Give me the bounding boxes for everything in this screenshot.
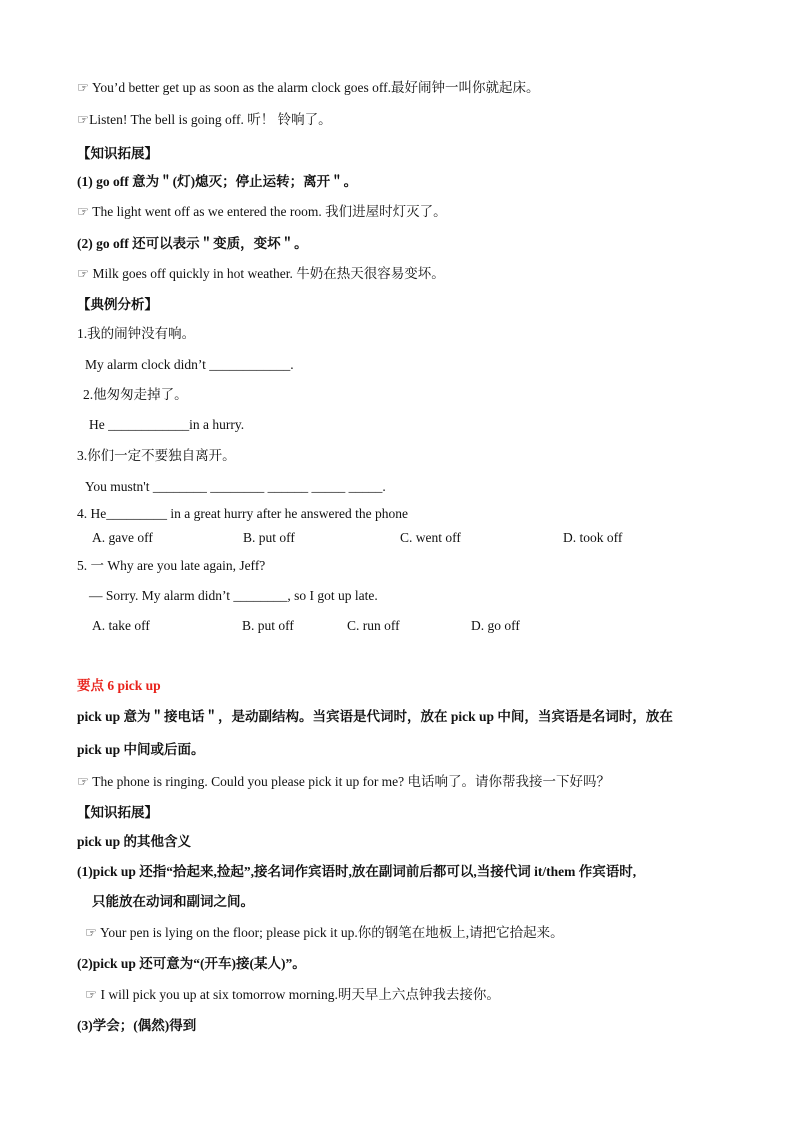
definition-text: pick up 意为＂接电话＂，是动副结构。当宾语是代词时，放在 pick up 中间，当宾语是名词时，放在 xyxy=(77,709,673,724)
question-blank: He ____________in a hurry. xyxy=(89,417,245,432)
example-sentence: ☞ The light went off as we entered the room. 我们进屋时灯灭了。 xyxy=(77,204,447,219)
example-sentence: ☞Listen! The bell is going off. 听！ 铃响了。 xyxy=(77,112,332,127)
point-heading: pick up 的其他含义 xyxy=(77,834,192,849)
point-heading: 只能放在动词和副词之间。 xyxy=(92,894,254,909)
option-c: C. went off xyxy=(400,530,461,545)
question-blank: You mustn't ________ ________ ______ _____ _____. xyxy=(85,479,386,494)
option-b: B. put off xyxy=(242,618,294,633)
option-b: B. put off xyxy=(243,530,295,545)
example-sentence: ☞ Milk goes off quickly in hot weather. 牛奶在热天很容易变坏。 xyxy=(77,266,445,281)
section-heading: 【知识拓展】 xyxy=(77,805,158,820)
section-heading: 【知识拓展】 xyxy=(77,146,158,161)
option-d: D. took off xyxy=(563,530,623,545)
option-a: A. take off xyxy=(92,618,150,633)
point-heading: (1) go off 意为＂(灯)熄灭；停止运转；离开＂。 xyxy=(77,174,358,189)
option-c: C. run off xyxy=(347,618,400,633)
section-heading: 【典例分析】 xyxy=(77,297,158,312)
definition-text: pick up 中间或后面。 xyxy=(77,742,205,757)
question-blank: My alarm clock didn’t ____________. xyxy=(85,357,294,372)
point-heading: (3)学会；(偶然)得到 xyxy=(77,1018,197,1033)
question-stem: 5. 一 Why are you late again, Jeff? xyxy=(77,558,266,573)
question-prompt: 2.他匆匆走掉了。 xyxy=(83,387,188,402)
question-prompt: 3.你们一定不要独自离开。 xyxy=(77,448,236,463)
example-sentence: ☞ You’d better get up as soon as the alarm clock goes off.最好闹钟一叫你就起床。 xyxy=(77,80,540,95)
key-point-title: 要点 6 pick up xyxy=(77,678,161,693)
example-sentence: ☞ Your pen is lying on the floor; please pick it up.你的钢笔在地板上,请把它拾起来。 xyxy=(85,925,564,940)
example-sentence: ☞ The phone is ringing. Could you please pick it up for me? 电话响了。请你帮我接一下好吗？ xyxy=(77,774,611,789)
question-prompt: 1.我的闹钟没有响。 xyxy=(77,326,196,341)
point-heading: (2)pick up 还可意为“(开车)接(某人)”。 xyxy=(77,956,306,971)
question-stem: 4. He_________ in a great hurry after he answered the phone xyxy=(77,506,409,521)
question-stem: — Sorry. My alarm didn’t ________, so I got up late. xyxy=(89,588,378,603)
option-a: A. gave off xyxy=(92,530,153,545)
example-sentence: ☞ I will pick you up at six tomorrow morning.明天早上六点钟我去接你。 xyxy=(85,987,500,1002)
option-d: D. go off xyxy=(471,618,520,633)
point-heading: (1)pick up 还指“拾起来,捡起”,接名词作宾语时,放在副词前后都可以,当接代词 it/them 作宾语时, xyxy=(77,864,637,879)
point-heading: (2) go off 还可以表示＂变质，变坏＂。 xyxy=(77,236,308,251)
